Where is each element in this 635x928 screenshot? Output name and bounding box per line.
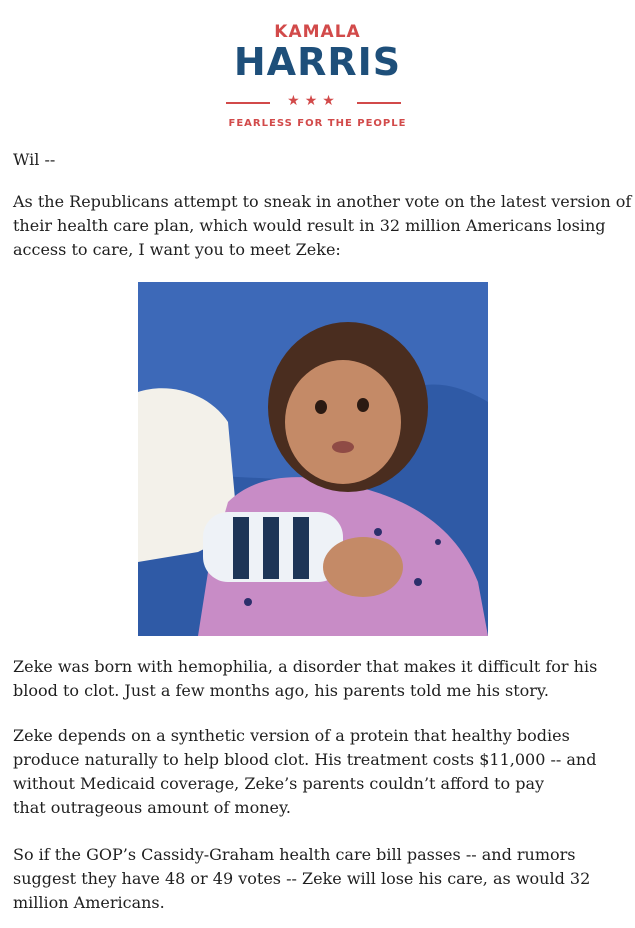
paragraph-diagnosis <box>13 655 613 703</box>
text-line: produce naturally to help blood clot. His treatment costs $11,000 -- and <box>13 750 597 769</box>
text-line: Zeke was born with hemophilia, a disorder that makes it difficult for his <box>13 657 598 676</box>
logo-first-name: KAMALA <box>274 22 361 42</box>
photo-illustration <box>138 282 488 636</box>
paragraph-intro <box>13 190 632 262</box>
text-line: their health care plan, which would result in 32 million Americans losing <box>13 216 606 235</box>
greeting: Wil -- <box>13 150 56 169</box>
email-header <box>0 0 635 140</box>
text-line: As the Republicans attempt to sneak in another vote on the latest version of <box>13 192 632 211</box>
text-line: that outrageous amount of money. <box>13 798 291 817</box>
zeke-photo <box>138 282 488 636</box>
logo-divider <box>226 93 401 110</box>
divider-line-right <box>357 102 401 104</box>
logo-last-name: HARRIS <box>233 40 402 84</box>
text-line: million Americans. <box>13 893 165 912</box>
logo-tagline: FEARLESS FOR THE PEOPLE <box>228 118 407 129</box>
paragraph-treatment <box>13 724 613 820</box>
text-line: access to care, I want you to meet Zeke: <box>13 240 341 259</box>
text-line: Zeke depends on a synthetic version of a protein that healthy bodies <box>13 726 570 745</box>
text-line: blood to clot. Just a few months ago, his parents told me his story. <box>13 681 549 700</box>
text-line: So if the GOP’s Cassidy-Graham health care bill passes -- and rumors <box>13 845 576 864</box>
divider-line-left <box>226 102 270 104</box>
stars-icon: ★★★ <box>287 93 340 109</box>
paragraph-bill <box>13 843 613 915</box>
text-line: without Medicaid coverage, Zeke’s parents couldn’t afford to pay <box>13 774 545 793</box>
text-line: suggest they have 48 or 49 votes -- Zeke will lose his care, as would 32 <box>13 869 591 888</box>
